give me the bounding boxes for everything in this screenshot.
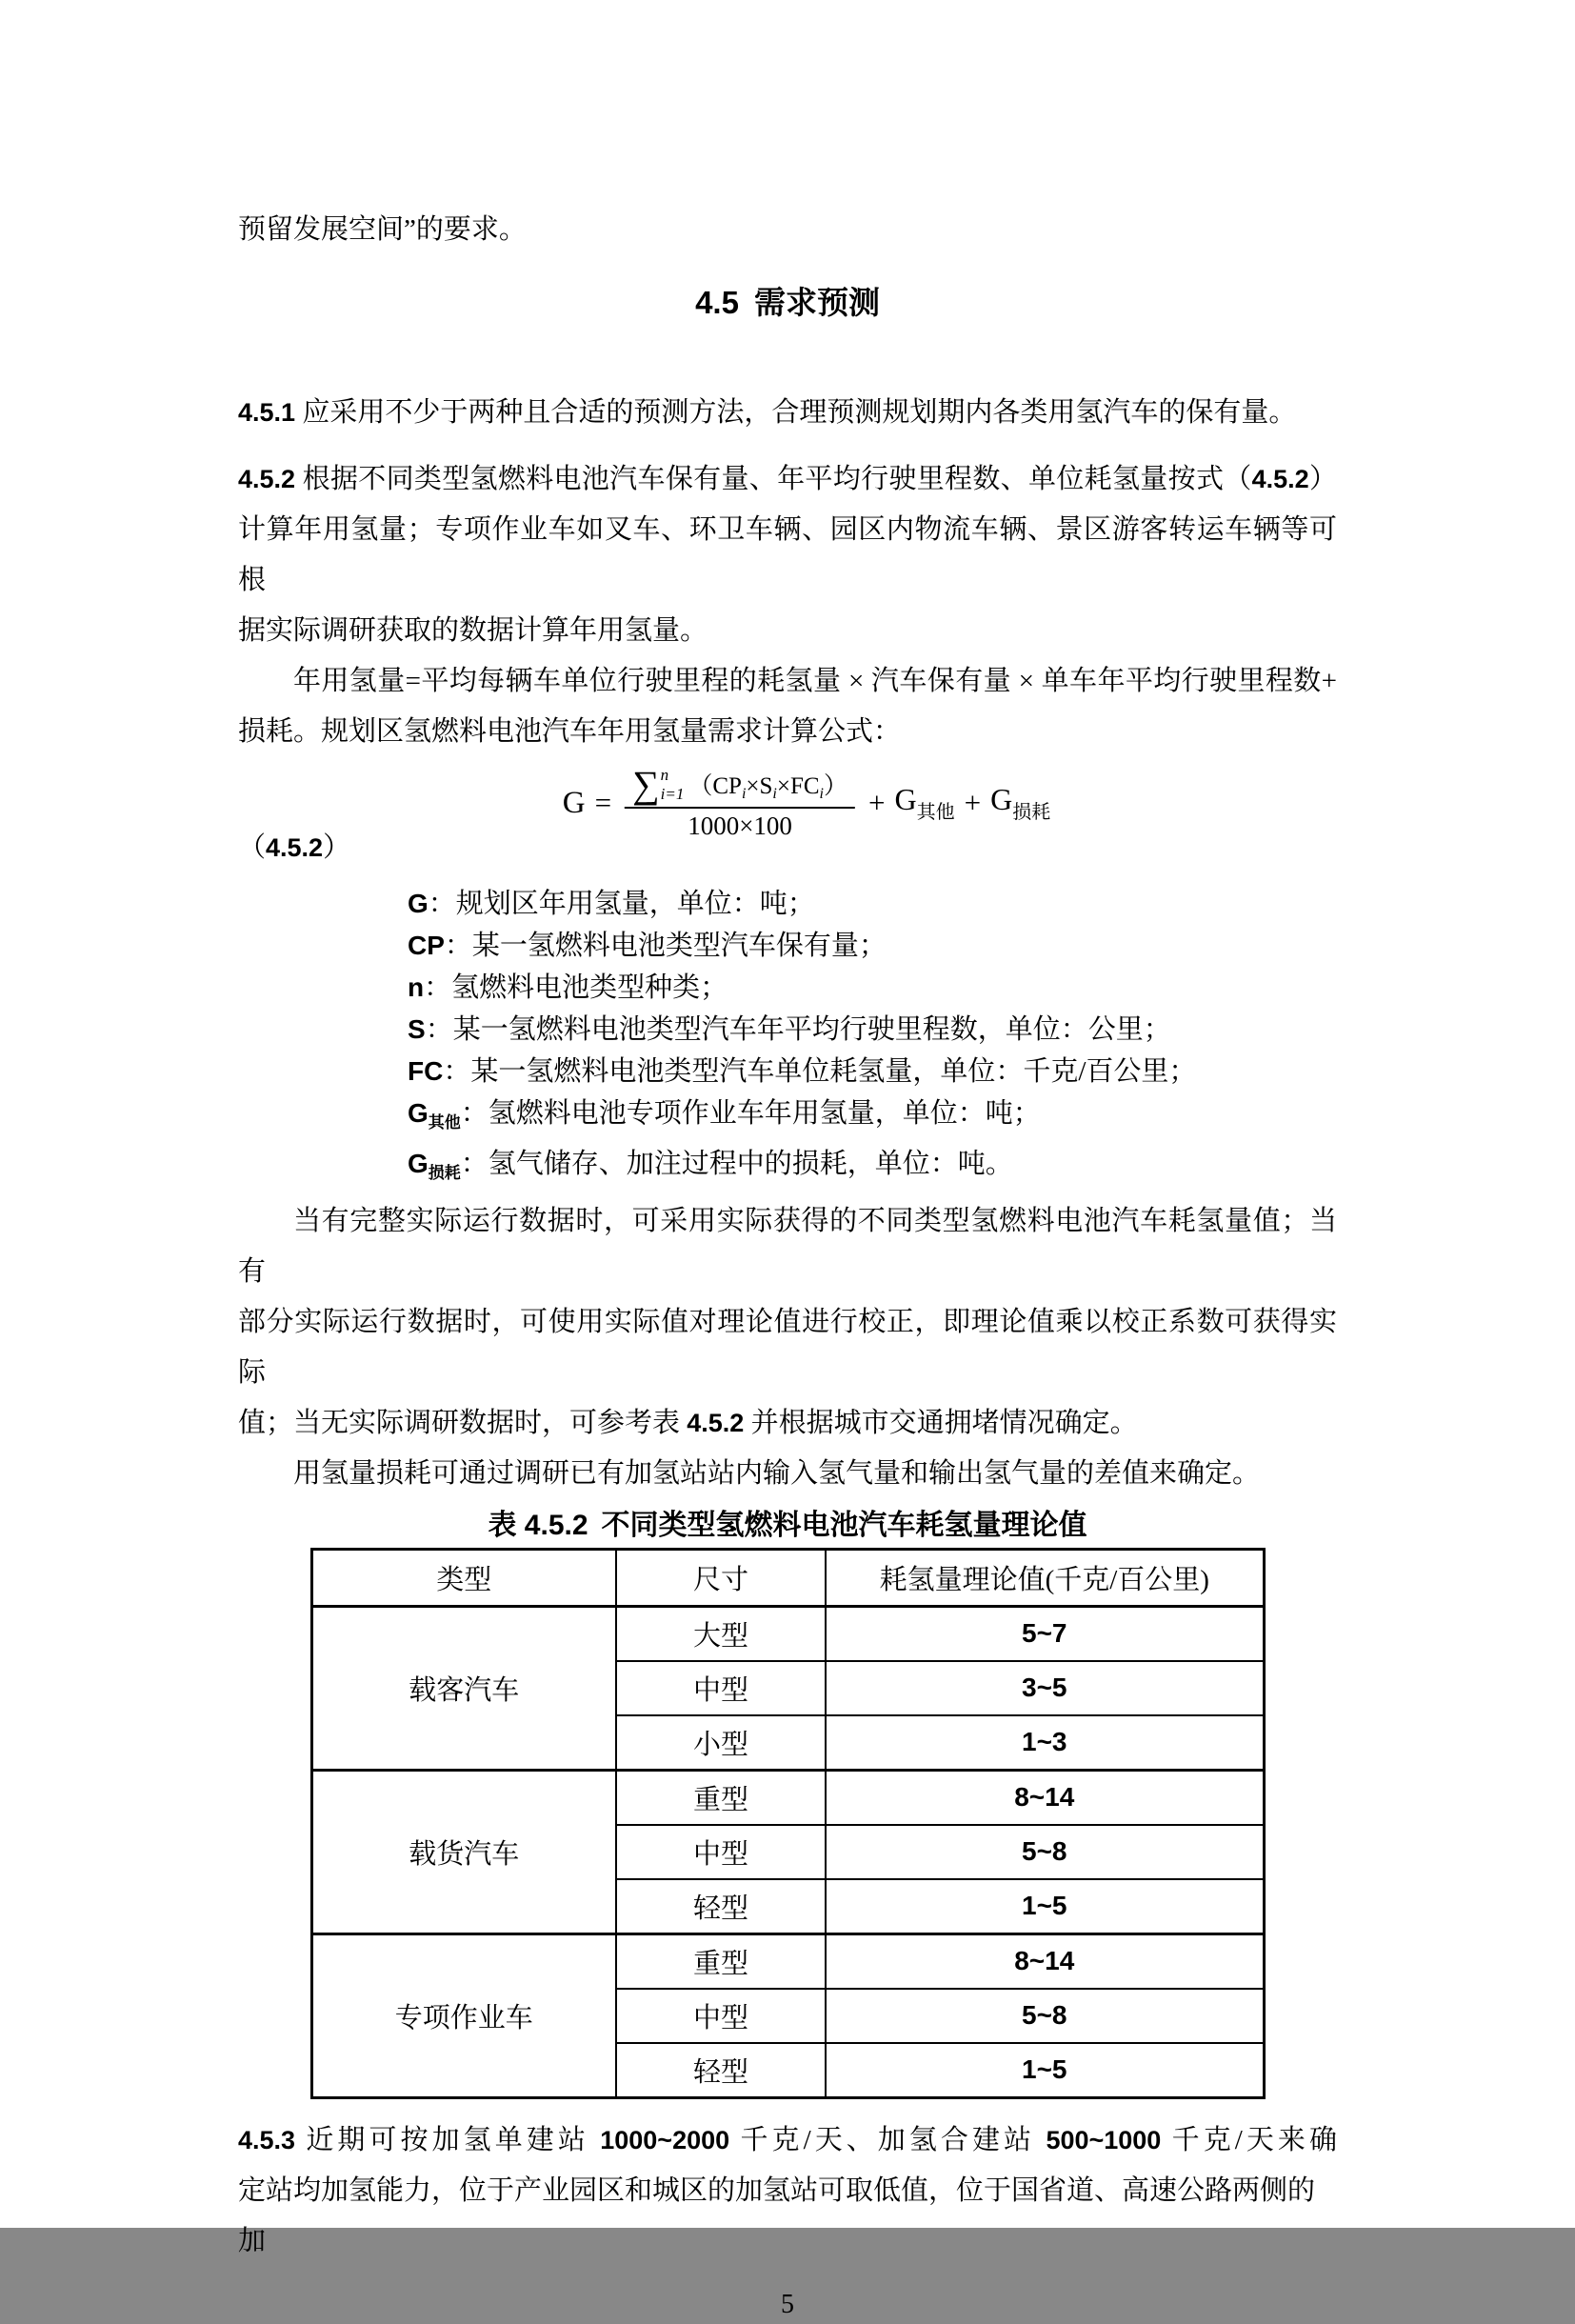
text-line [238, 1196, 1337, 1297]
value-range: 5~8 [1022, 2000, 1067, 2030]
inline-number: 4.5.1 [238, 398, 296, 427]
sym: n [408, 972, 425, 1002]
sym: CP [408, 931, 445, 960]
text-segment: ） [824, 772, 848, 799]
size-cell: 轻型 [616, 1879, 826, 1934]
sym: G [408, 889, 429, 918]
text-segment: 定站均加氢能力，位于产业园区和城区的加氢站可取低值，位于国省道、高速公路两侧的加 [238, 2175, 1316, 2256]
text-segment: ×S [746, 772, 773, 799]
text-segment: ：某一氢燃料电池类型汽车年平均行驶里程数，单位：公里； [425, 1014, 1171, 1045]
fsub: i [819, 785, 824, 802]
value-range: 1~5 [1022, 2054, 1067, 2084]
size-cell: 重型 [616, 1934, 826, 1990]
plus-sign: + [964, 786, 982, 819]
hydrogen-consumption-table [310, 1548, 1266, 2099]
text-line [408, 1009, 1337, 1051]
formula-fraction [625, 762, 855, 841]
size-cell: 大型 [616, 1607, 826, 1662]
text-segment: 损耗。规划区氢燃料电池汽车年用氢量需求计算公式： [238, 716, 902, 747]
size-cell: 轻型 [616, 2043, 826, 2098]
text-segment: ：氢燃料电池专项作业车年用氢量，单位：吨； [460, 1098, 1041, 1129]
text-segment: 应采用不少于两种且合适的预测方法，合理预测规划期内各类用氢汽车的保有量。 [295, 397, 1297, 428]
text-line [238, 2115, 1337, 2166]
text-segment: ：氢气储存、加注过程中的损耗，单位：吨。 [460, 1149, 1013, 1179]
value-cell [826, 1771, 1264, 1826]
sym: G [408, 1149, 429, 1178]
text-line [238, 1449, 1337, 1499]
text-line [408, 925, 1337, 967]
table-header-row [311, 1550, 1264, 1607]
category-cell: 专项作业车 [311, 1934, 616, 2098]
text-segment: ：规划区年用氢量，单位：吨； [428, 889, 815, 919]
clause-4-5-1 [238, 388, 1337, 438]
intro-paragraph [238, 205, 1337, 255]
formula-row [238, 757, 1337, 863]
sym: S [408, 1014, 426, 1044]
text-line [238, 1398, 1337, 1449]
data-availability-paragraph [238, 1196, 1337, 1449]
value-cell [826, 1879, 1264, 1934]
section-heading [238, 281, 1337, 325]
text-segment: ：某一氢燃料电池类型汽车单位耗氢量，单位：千克/百公里； [443, 1056, 1197, 1087]
clause-4-5-2 [238, 454, 1337, 656]
size-cell: 小型 [616, 1715, 826, 1771]
text-segment: 年用氢量=平均每辆车单位行驶里程的耗氢量 × 汽车保有量 × 单车年平均行驶里程数+ [293, 666, 1337, 696]
value-cell [826, 1607, 1264, 1662]
text-line [408, 1143, 1337, 1193]
value-range: 3~5 [1022, 1673, 1067, 1702]
section-heading-number: 4.5 [695, 285, 739, 320]
formula-numerator [625, 762, 855, 809]
text-line [408, 967, 1337, 1009]
formula-equation [563, 757, 1050, 849]
annual-hydrogen-paragraph [238, 656, 1337, 757]
table-row [311, 1934, 1264, 1990]
symbol-definitions [238, 883, 1337, 1193]
value-cell [826, 2043, 1264, 2098]
g-other-term: $G_{其他}$ [894, 782, 955, 823]
value-cell [826, 1989, 1264, 2043]
g-loss-term: $G_{损耗}$ [990, 782, 1051, 823]
text-line [238, 454, 1337, 505]
table-row [311, 1607, 1264, 1662]
symsub: 损耗 [428, 1164, 461, 1182]
value-cell [826, 1661, 1264, 1715]
text-segment: ） [1308, 464, 1337, 494]
table-row [311, 1771, 1264, 1826]
inline-number: 1000~2000 [600, 2126, 730, 2154]
text-segment: （CP [688, 772, 742, 799]
text-segment: 并根据城市交通拥堵情况确定。 [744, 1408, 1138, 1438]
section-heading-title: 需求预测 [753, 285, 880, 320]
text-segment: 预留发展空间”的要求。 [238, 214, 527, 245]
table-title-text: 不同类型氢燃料电池汽车耗氢量理论值 [601, 1510, 1087, 1541]
text-line [238, 1297, 1337, 1398]
inline-number: 4.5.3 [238, 2126, 296, 2154]
value-range: 5~8 [1022, 1836, 1067, 1866]
value-range: 1~3 [1022, 1727, 1067, 1756]
inline-number: 4.5.2 [687, 1409, 745, 1437]
page-number: 5 [781, 2290, 794, 2319]
text-segment: 用氢量损耗可通过调研已有加氢站站内输入氢气量和输出氢气量的差值来确定。 [293, 1458, 1261, 1489]
text-segment: 值；当无实际调研数据时，可参考表 [238, 1408, 688, 1438]
text-line [238, 205, 1337, 255]
text-segment: 近期可按加氢单建站 [295, 2125, 601, 2155]
table-title-number: 表 4.5.2 [488, 1510, 588, 1541]
text-segment: 当有完整实际运行数据时，可采用实际获得的不同类型氢燃料电池汽车耗氢量值；当有 [238, 1206, 1337, 1287]
size-cell: 中型 [616, 1661, 826, 1715]
formula-number-label: （4.5.2） [238, 832, 351, 863]
size-cell: 中型 [616, 1825, 826, 1879]
text-line [408, 1051, 1337, 1092]
value-cell [826, 1934, 1264, 1990]
clause-4-5-3 [238, 2115, 1337, 2267]
inline-number: 4.5.2 [238, 465, 296, 493]
text-line [238, 707, 1337, 757]
text-line [238, 388, 1337, 438]
value-range: 8~14 [1014, 1782, 1075, 1812]
text-segment: 千克/天来确 [1161, 2125, 1337, 2155]
text-segment: 千克/天、加氢合建站 [729, 2125, 1047, 2155]
formula-lhs: G [562, 785, 586, 820]
symsub: 其他 [428, 1113, 461, 1132]
inline-number: 4.5.2 [1251, 465, 1309, 493]
header-size: 尺寸 [616, 1550, 826, 1607]
value-cell [826, 1715, 1264, 1771]
formula-denominator: 1000×100 [688, 811, 792, 840]
header-value: 耗氢量理论值(千克/百公里) [826, 1550, 1264, 1607]
text-segment: 部分实际运行数据时，可使用实际值对理论值进行校正，即理论值乘以校正系数可获得实际 [238, 1307, 1337, 1388]
formula-equals: = [594, 786, 612, 819]
category-cell: 载货汽车 [311, 1771, 616, 1934]
loss-determination-paragraph [238, 1449, 1337, 1499]
plus-sign: + [868, 786, 886, 819]
sigma-symbol: ∑ [632, 762, 660, 806]
category-cell: 载客汽车 [311, 1607, 616, 1771]
text-line [238, 2166, 1337, 2267]
numerator-expression [688, 767, 847, 803]
header-category: 类型 [311, 1550, 616, 1607]
text-segment: 计算年用氢量；专项作业车如叉车、环卫车辆、园区内物流车辆、景区游客转运车辆等可根 [238, 514, 1337, 595]
sigma-lower-limit: i=1 [660, 784, 685, 803]
text-line [408, 1092, 1337, 1143]
text-line [238, 505, 1337, 606]
sigma-limits [661, 766, 685, 803]
table-title [238, 1504, 1337, 1548]
size-cell: 中型 [616, 1989, 826, 2043]
value-cell [826, 1825, 1264, 1879]
inline-number: 500~1000 [1046, 2126, 1162, 2154]
text-segment: ：氢燃料电池类型种类； [424, 972, 728, 1003]
text-segment: 根据不同类型氢燃料电池汽车保有量、年平均行驶里程数、单位耗氢量按式（ [295, 464, 1252, 494]
text-segment: ×FC [776, 772, 820, 799]
sym: FC [408, 1056, 444, 1086]
sigma-upper-limit: n [660, 765, 669, 784]
size-cell: 重型 [616, 1771, 826, 1826]
fsub: i [741, 785, 747, 802]
text-line [408, 883, 1337, 925]
value-range: 5~7 [1022, 1618, 1067, 1648]
value-range: 1~5 [1022, 1891, 1067, 1920]
fsub: i [772, 785, 777, 802]
sym: G [408, 1098, 429, 1128]
text-line [238, 606, 1337, 656]
text-segment: 据实际调研获取的数据计算年用氢量。 [238, 615, 708, 646]
text-line [238, 656, 1337, 707]
value-range: 8~14 [1014, 1946, 1075, 1975]
text-segment: ：某一氢燃料电池类型汽车保有量； [444, 931, 887, 961]
